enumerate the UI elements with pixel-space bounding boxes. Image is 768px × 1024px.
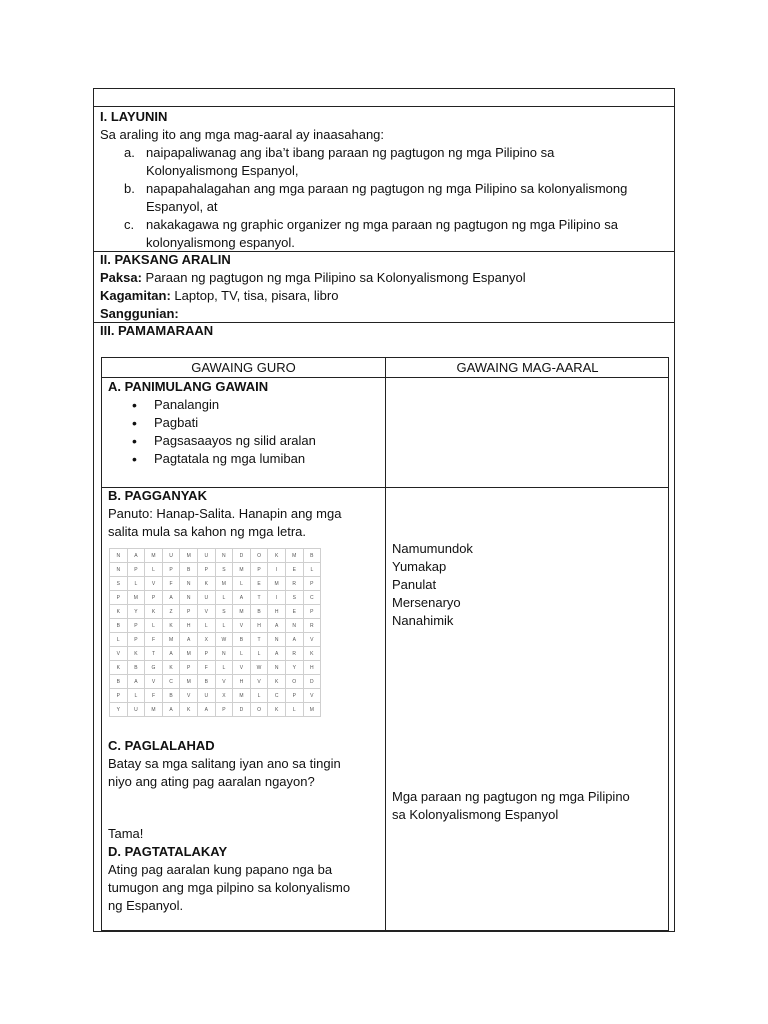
grid-letter: R (285, 647, 303, 661)
panimulang-item (108, 396, 380, 414)
grid-letter: M (180, 647, 198, 661)
grid-row (110, 647, 321, 661)
grid-letter: K (197, 577, 215, 591)
panimulang-item-text: Pagbati (154, 415, 199, 430)
pagganyak-heading: B. PAGGANYAK (108, 488, 207, 503)
sanggunian-label: Sanggunian: (100, 306, 179, 321)
panimulang-item (108, 432, 380, 450)
grid-letter: F (162, 577, 180, 591)
grid-letter: V (145, 675, 163, 689)
grid-letter: P (127, 619, 145, 633)
grid-letter: A (233, 591, 251, 605)
grid-letter: L (127, 577, 145, 591)
grid-letter: R (285, 577, 303, 591)
grid-letter: R (303, 619, 321, 633)
objective-text: nakakagawa ng graphic organizer ng mga paraan ng pagtugon ng mga Pilipino sa (146, 217, 618, 232)
grid-letter: B (110, 619, 128, 633)
grid-letter: N (268, 661, 286, 675)
grid-letter: M (215, 577, 233, 591)
grid-letter: M (268, 577, 286, 591)
grid-letter: U (162, 549, 180, 563)
grid-letter: M (180, 675, 198, 689)
grid-letter: H (233, 675, 251, 689)
objective-text-cont: Espanyol, at (146, 199, 218, 214)
grid-letter: P (285, 689, 303, 703)
grid-letter: K (110, 605, 128, 619)
grid-letter: U (197, 549, 215, 563)
layunin-heading: I. LAYUNIN (100, 109, 168, 124)
grid-letter: P (215, 703, 233, 717)
grid-letter: K (268, 549, 286, 563)
grid-letter: U (197, 591, 215, 605)
panimulang-heading: A. PANIMULANG GAWAIN (108, 379, 269, 394)
grid-letter: P (110, 591, 128, 605)
grid-letter: Y (285, 661, 303, 675)
objective-text: naipapaliwanag ang iba’t ibang paraan ng pagtugon ng mga Pilipino sa (146, 145, 555, 160)
objective-marker: c. (124, 217, 135, 232)
grid-letter: H (268, 605, 286, 619)
column-divider (385, 358, 386, 930)
grid-letter: A (268, 647, 286, 661)
grid-letter: Y (127, 605, 145, 619)
objective-item (100, 144, 668, 180)
objective-text-cont: kolonyalismong espanyol. (146, 235, 295, 250)
grid-letter: A (162, 647, 180, 661)
grid-letter: Y (110, 703, 128, 717)
grid-letter: H (180, 619, 198, 633)
pagtatalakay-text-cont: tumugon ang mga pilpino sa kolonyalismo (108, 880, 351, 895)
grid-letter: A (127, 549, 145, 563)
paglalahad-response (108, 825, 380, 843)
procedure-table (101, 357, 669, 931)
grid-letter: A (197, 703, 215, 717)
grid-letter: I (268, 563, 286, 577)
grid-letter: A (162, 703, 180, 717)
grid-letter: E (250, 577, 268, 591)
grid-letter: C (303, 591, 321, 605)
grid-letter: N (215, 549, 233, 563)
kagamitan-row (100, 287, 668, 305)
grid-letter: K (268, 703, 286, 717)
grid-letter: P (180, 605, 198, 619)
panimulang-item-text: Panalangin (154, 397, 220, 412)
pagganyak-cell (108, 487, 380, 541)
grid-letter: C (162, 675, 180, 689)
pagtatalakay-heading: D. PAGTATALAKAY (108, 844, 228, 859)
grid-row (110, 675, 321, 689)
grid-letter: O (250, 549, 268, 563)
panimulang-cell (108, 378, 380, 468)
panimulang-item-text: Pagtatala ng mga lumiban (154, 451, 306, 466)
objective-marker: a. (124, 145, 135, 160)
grid-letter: V (303, 689, 321, 703)
grid-letter: L (127, 689, 145, 703)
grid-row (110, 563, 321, 577)
grid-letter: K (180, 703, 198, 717)
grid-letter: L (145, 619, 163, 633)
grid-letter: B (110, 675, 128, 689)
grid-letter: N (215, 647, 233, 661)
pamamaraan-section (100, 322, 668, 340)
col-header-mag-aaral: GAWAING MAG-AARAL (456, 360, 599, 375)
bullet-icon: • (132, 433, 137, 449)
grid-letter: P (197, 647, 215, 661)
grid-row (110, 605, 321, 619)
grid-row (110, 577, 321, 591)
pagganyak-instruction-cont: salita mula sa kahon ng mga letra. (108, 524, 306, 539)
grid-letter: M (145, 549, 163, 563)
row-divider (94, 106, 674, 107)
grid-letter: N (180, 577, 198, 591)
pagtatalakay-text-end: ng Espanyol. (108, 898, 184, 913)
grid-letter: V (180, 689, 198, 703)
grid-letter: W (215, 633, 233, 647)
grid-letter: L (233, 647, 251, 661)
grid-letter: L (145, 563, 163, 577)
grid-letter: K (162, 619, 180, 633)
grid-letter: V (250, 675, 268, 689)
objectives-list (100, 144, 668, 252)
grid-letter: L (303, 563, 321, 577)
grid-letter: V (233, 619, 251, 633)
grid-row (110, 633, 321, 647)
panimulang-item-text: Pagsasaayos ng silid aralan (154, 433, 316, 448)
grid-letter: P (303, 605, 321, 619)
grid-letter: X (215, 689, 233, 703)
paksang-aralin-heading: II. PAKSANG ARALIN (100, 252, 231, 267)
objective-item (100, 216, 668, 252)
grid-letter: N (110, 549, 128, 563)
paksa-label: Paksa: (100, 270, 142, 285)
grid-letter: V (110, 647, 128, 661)
grid-letter: P (162, 563, 180, 577)
grid-letter: P (127, 633, 145, 647)
grid-letter: X (197, 633, 215, 647)
grid-letter: M (285, 549, 303, 563)
grid-letter: P (145, 591, 163, 605)
grid-letter: B (162, 689, 180, 703)
word-search-grid (109, 548, 321, 717)
grid-letter: P (127, 563, 145, 577)
panimulang-item (108, 450, 380, 468)
grid-letter: A (180, 633, 198, 647)
panimulang-list (108, 396, 380, 468)
objective-text: napapahalagahan ang mga paraan ng pagtugon ng mga Pilipino sa kolonyalismong (146, 181, 628, 196)
grid-letter: A (127, 675, 145, 689)
grid-letter: P (250, 563, 268, 577)
paglalahad-question-cont: niyo ang ating pag aaralan ngayon? (108, 774, 315, 789)
answer-word: Nanahimik (392, 613, 454, 628)
grid-letter: K (110, 661, 128, 675)
grid-letter: K (127, 647, 145, 661)
paglalahad-answer (392, 788, 667, 824)
grid-letter: B (197, 675, 215, 689)
grid-letter: L (215, 591, 233, 605)
grid-letter: C (268, 689, 286, 703)
grid-letter: F (197, 661, 215, 675)
grid-row (110, 549, 321, 563)
grid-letter: V (215, 675, 233, 689)
grid-letter: T (250, 591, 268, 605)
grid-letter: T (250, 633, 268, 647)
paksang-aralin-section (100, 251, 668, 323)
grid-letter: L (197, 619, 215, 633)
grid-letter: E (285, 605, 303, 619)
grid-letter: M (233, 689, 251, 703)
grid-letter: M (145, 703, 163, 717)
grid-letter: U (127, 703, 145, 717)
grid-letter: A (268, 619, 286, 633)
grid-letter: K (268, 675, 286, 689)
grid-letter: I (268, 591, 286, 605)
grid-row (110, 661, 321, 675)
objective-marker: b. (124, 181, 135, 196)
grid-letter: Z (162, 605, 180, 619)
kagamitan-label: Kagamitan: (100, 288, 171, 303)
grid-row (110, 591, 321, 605)
grid-letter: A (285, 633, 303, 647)
pamamaraan-heading: III. PAMAMARAAN (100, 323, 214, 338)
bullet-icon: • (132, 415, 137, 431)
kagamitan-value: Laptop, TV, tisa, pisara, libro (170, 288, 339, 303)
grid-letter: E (285, 563, 303, 577)
grid-letter: S (285, 591, 303, 605)
layunin-intro: Sa araling ito ang mga mag-aaral ay inaasahang: (100, 127, 385, 142)
teacher-response: Tama! (108, 826, 144, 841)
grid-letter: M (233, 605, 251, 619)
grid-row (110, 689, 321, 703)
grid-letter: W (250, 661, 268, 675)
paksa-row (100, 269, 668, 287)
grid-letter: S (110, 577, 128, 591)
grid-letter: S (215, 605, 233, 619)
grid-letter: H (250, 619, 268, 633)
grid-letter: K (145, 605, 163, 619)
grid-letter: L (250, 647, 268, 661)
col-header-guro: GAWAING GURO (191, 360, 296, 375)
bullet-icon: • (132, 451, 137, 467)
grid-letter: M (127, 591, 145, 605)
grid-letter: F (145, 633, 163, 647)
objective-item (100, 180, 668, 216)
pagtatalakay-text: Ating pag aaralan kung papano nga ba (108, 862, 333, 877)
grid-letter: B (303, 549, 321, 563)
grid-letter: P (303, 577, 321, 591)
grid-letter: D (303, 675, 321, 689)
grid-letter: L (215, 619, 233, 633)
grid-letter: V (303, 633, 321, 647)
grid-letter: N (285, 619, 303, 633)
grid-letter: A (162, 591, 180, 605)
grid-letter: G (145, 661, 163, 675)
grid-letter: U (197, 689, 215, 703)
layunin-section (100, 108, 668, 252)
bullet-icon: • (132, 397, 137, 413)
answer-word: Yumakap (392, 559, 447, 574)
pagganyak-answers (392, 540, 662, 630)
grid-letter: M (303, 703, 321, 717)
grid-letter: O (285, 675, 303, 689)
grid-letter: H (303, 661, 321, 675)
grid-letter: O (250, 703, 268, 717)
grid-letter: S (215, 563, 233, 577)
grid-letter: M (233, 563, 251, 577)
grid-letter: K (162, 661, 180, 675)
pagganyak-instruction: Panuto: Hanap-Salita. Hanapin ang mga (108, 506, 342, 521)
grid-letter: L (233, 577, 251, 591)
paglalahad-answer-text: Mga paraan ng pagtugon ng mga Pilipino (392, 789, 630, 804)
grid-letter: K (303, 647, 321, 661)
grid-letter: N (110, 563, 128, 577)
paksa-value: Paraan ng pagtugon ng mga Pilipino sa Kolonyalismong Espanyol (141, 270, 526, 285)
grid-letter: L (285, 703, 303, 717)
paglalahad-answer-text-cont: sa Kolonyalismong Espanyol (392, 807, 559, 822)
grid-letter: F (145, 689, 163, 703)
grid-letter: B (180, 563, 198, 577)
grid-row (110, 619, 321, 633)
grid-letter: T (145, 647, 163, 661)
grid-letter: N (268, 633, 286, 647)
pagtatalakay-cell (108, 843, 380, 915)
grid-letter: B (127, 661, 145, 675)
grid-letter: D (233, 703, 251, 717)
answer-word: Namumundok (392, 541, 473, 556)
objective-text-cont: Kolonyalismong Espanyol, (146, 163, 299, 178)
grid-letter: L (110, 633, 128, 647)
grid-letter: V (145, 577, 163, 591)
grid-letter: M (180, 549, 198, 563)
answer-word: Panulat (392, 577, 437, 592)
paglalahad-question: Batay sa mga salitang iyan ano sa tingin (108, 756, 341, 771)
panimulang-item (108, 414, 380, 432)
lesson-plan-table (93, 88, 675, 932)
grid-letter: L (215, 661, 233, 675)
grid-letter: P (197, 563, 215, 577)
answer-word: Mersenaryo (392, 595, 461, 610)
paglalahad-heading: C. PAGLALAHAD (108, 738, 215, 753)
grid-letter: B (250, 605, 268, 619)
grid-letter: M (162, 633, 180, 647)
grid-letter: B (233, 633, 251, 647)
grid-letter: P (110, 689, 128, 703)
grid-letter: V (233, 661, 251, 675)
grid-letter: V (197, 605, 215, 619)
paglalahad-cell (108, 737, 380, 791)
grid-letter: P (180, 661, 198, 675)
grid-letter: L (250, 689, 268, 703)
grid-letter: D (233, 549, 251, 563)
grid-row (110, 703, 321, 717)
grid-letter: N (180, 591, 198, 605)
